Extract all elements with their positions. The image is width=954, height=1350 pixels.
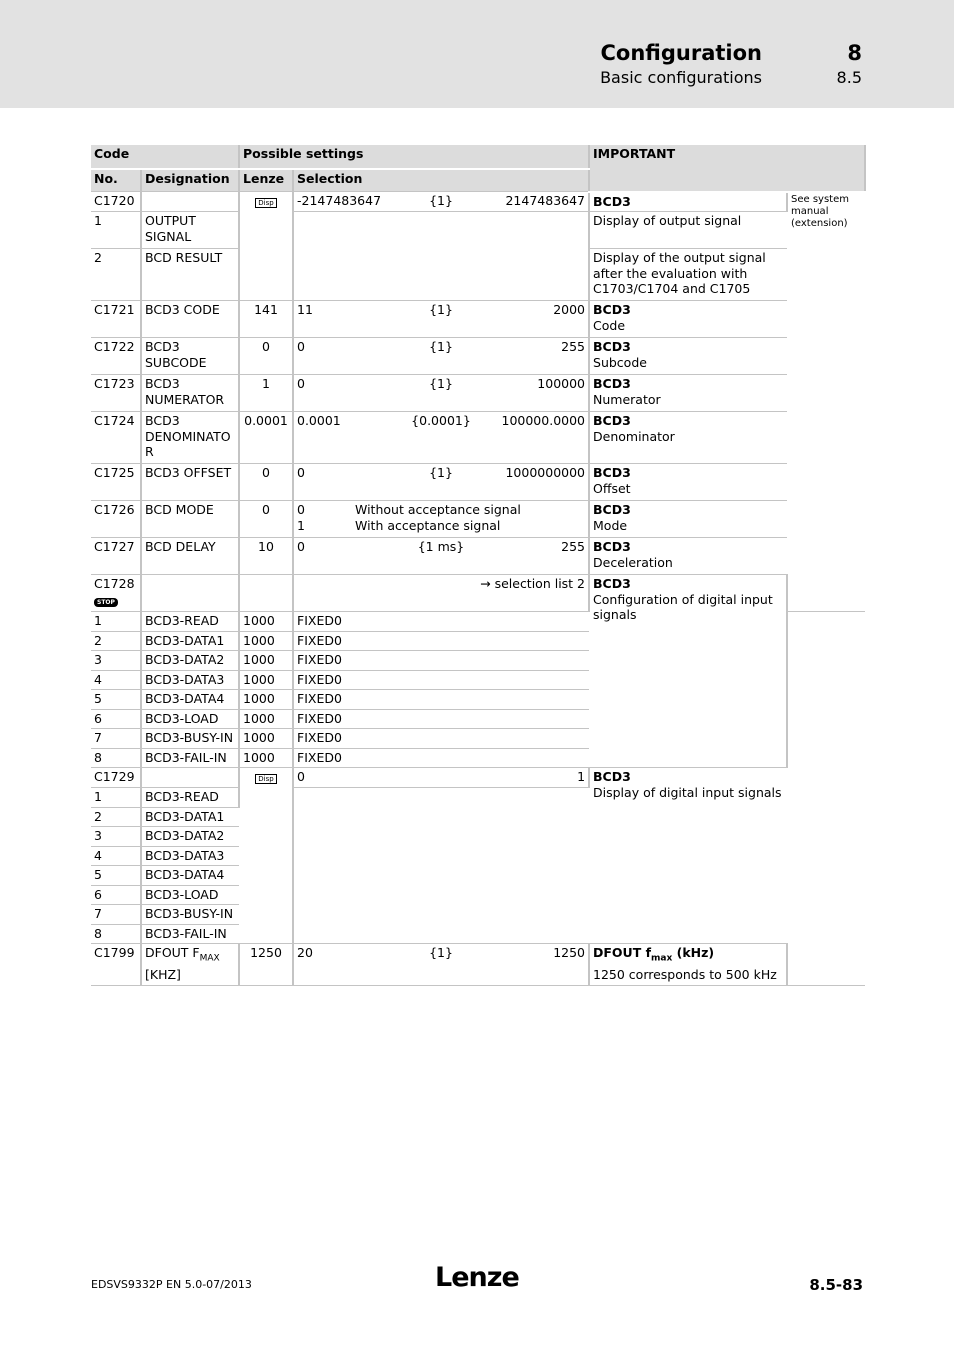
table-row: 5 BCD3-DATA4	[91, 866, 865, 886]
lenze-logo: Lenze	[435, 1262, 519, 1293]
table-row: 4 BCD3-DATA3	[91, 846, 865, 866]
table-row: 8 BCD3-FAIL-IN	[91, 924, 865, 944]
table-row: C1721 BCD3 CODE 141 11 {1} 2000 BCD3 Code	[91, 301, 865, 338]
table-row: 7 BCD3-BUSY-IN	[91, 905, 865, 925]
header-designation: Designation	[141, 169, 239, 192]
header-lenze: Lenze	[239, 169, 293, 192]
important-title: BCD3	[589, 192, 787, 212]
table-row: C1729 Disp 0 1 BCD3 Display of digital input signals	[91, 768, 865, 788]
header-code: Code	[91, 145, 239, 169]
display-only-icon: Disp	[255, 774, 276, 784]
header-possible-settings: Possible settings	[239, 145, 589, 169]
table-row: 1 BCD3-READ 1000 FIXED0	[91, 612, 865, 632]
table-row: C1728 STOP → selection list 2 BCD3 Configuration of digital input signals	[91, 575, 865, 612]
table-row: 4 BCD3-DATA3 1000 FIXED0	[91, 670, 865, 690]
table-row: C1725 BCD3 OFFSET 0 0 {1} 1000000000 BCD3 Offset	[91, 464, 865, 501]
table-row: C1724 BCD3 DENOMINATO R 0.0001 0.0001 {0.0001} 100000.0000 BCD3 Denominator	[91, 412, 865, 464]
table-row: 2 BCD3-DATA1	[91, 807, 865, 827]
parameter-table	[91, 145, 865, 986]
section-number: 8.5	[836, 68, 862, 87]
table-row: 8 BCD3-FAIL-IN 1000 FIXED0	[91, 748, 865, 768]
table-row: 2 BCD RESULT Display of the output signal after the evaluation with C1703/C1704 and C1705	[91, 249, 865, 301]
display-only-icon: Disp	[255, 198, 276, 208]
table-row: 7 BCD3-BUSY-IN 1000 FIXED0	[91, 729, 865, 749]
table-row: 3 BCD3-DATA2	[91, 827, 865, 847]
chapter-number: 8	[847, 41, 862, 65]
header-no: No.	[91, 169, 141, 192]
table-row: 5 BCD3-DATA4 1000 FIXED0	[91, 690, 865, 710]
table-row: 1 BCD3-READ	[91, 788, 865, 808]
header-selection: Selection	[293, 169, 589, 192]
header-important: IMPORTANT	[589, 145, 865, 192]
table-row: C1723 BCD3 NUMERATOR 1 0 {1} 100000 BCD3 Numerator	[91, 375, 865, 412]
table-row: C1727 BCD DELAY 10 0 {1 ms} 255 BCD3 Deceleration	[91, 538, 865, 575]
table-row: 1 OUTPUT SIGNAL Display of output signal	[91, 212, 865, 249]
page-number: 8.5-83	[809, 1276, 863, 1294]
table-row: C1799 DFOUT $F_{MAX}$ [KHZ] 1250 20 {1} 1250 DFOUT $f_{max}$ (kHz) 1250 corresponds to 500 kHz	[91, 944, 865, 986]
system-manual-note: See system manual (extension)	[787, 192, 865, 612]
table-row: C1722 BCD3 SUBCODE 0 0 {1} 255 BCD3 Subcode	[91, 338, 865, 375]
table-row: C1726 BCD MODE 0 0 Without acceptance signal 1 With acceptance signal BCD3 Mode	[91, 501, 865, 538]
code-cell: C1720	[91, 192, 141, 212]
chapter-title: Configuration	[600, 41, 762, 65]
table-row: C1720 Disp -2147483647 {1} 2147483647 BCD3 See system manual (extension)	[91, 192, 865, 212]
document-id: EDSVS9332P EN 5.0-07/2013	[91, 1278, 252, 1291]
page-header	[0, 0, 954, 108]
table-row: 6 BCD3-LOAD	[91, 885, 865, 905]
table-row: 2 BCD3-DATA1 1000 FIXED0	[91, 631, 865, 651]
stop-icon: STOP	[94, 598, 118, 607]
section-title: Basic configurations	[600, 68, 762, 87]
table-row: 3 BCD3-DATA2 1000 FIXED0	[91, 651, 865, 671]
table-row: 6 BCD3-LOAD 1000 FIXED0	[91, 709, 865, 729]
